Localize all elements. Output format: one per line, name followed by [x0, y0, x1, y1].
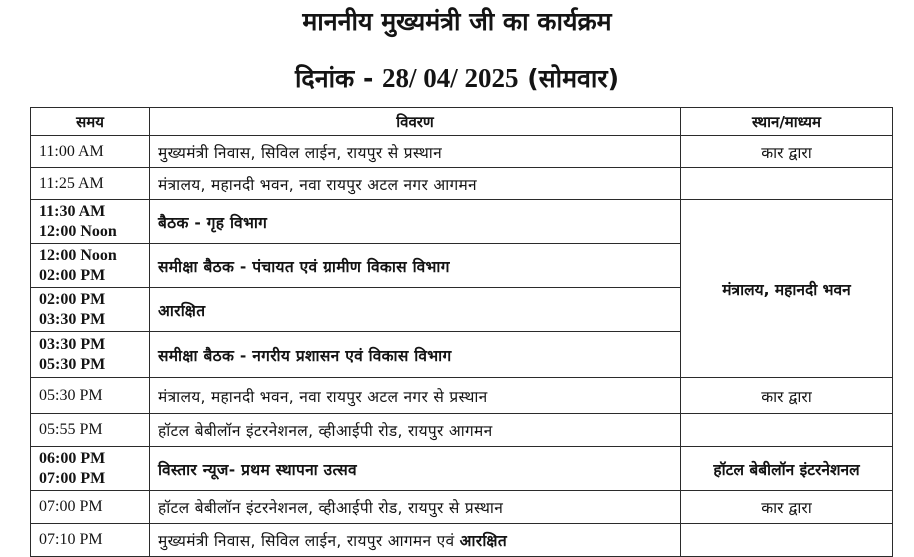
end-time: 07:00 PM [39, 469, 106, 487]
table-row [31, 200, 893, 244]
time-cell [31, 288, 150, 332]
description-reserved: आरक्षित [459, 532, 507, 550]
place-cell [681, 524, 893, 557]
description-text: मुख्यमंत्री निवास, सिविल लाईन, रायपुर आगमन एवं [158, 532, 455, 550]
time-cell: 11:25 AM [31, 168, 150, 200]
description-cell: मंत्रालय, महानदी भवन, नवा रायपुर अटल नगर आगमन [150, 168, 681, 200]
time-cell [31, 447, 150, 491]
column-header-place: स्थान/माध्यम [681, 108, 893, 136]
table-row [31, 414, 893, 447]
table-row [31, 524, 893, 557]
time-cell: 07:00 PM [31, 491, 150, 524]
end-time: 05:30 PM [39, 355, 106, 373]
place-cell: कार द्वारा [681, 136, 893, 168]
start-time: 03:30 PM [39, 335, 106, 353]
end-time: 02:00 PM [39, 266, 106, 284]
time-cell: 07:10 PM [31, 524, 150, 557]
table-row [31, 447, 893, 491]
place-cell [681, 168, 893, 200]
day-name: (सोमवार) [527, 64, 620, 93]
end-time: 03:30 PM [39, 310, 106, 328]
end-time: 12:00 Noon [39, 222, 117, 240]
time-cell: 05:30 PM [31, 378, 150, 414]
description-cell [150, 524, 681, 557]
column-header-time: समय [31, 108, 150, 136]
place-cell [681, 414, 893, 447]
schedule-table [30, 107, 893, 557]
start-time: 02:00 PM [39, 290, 106, 308]
start-time: 06:00 PM [39, 449, 106, 467]
date-value: 28/ 04/ 2025 [382, 63, 519, 93]
start-time: 11:30 AM [39, 202, 106, 220]
time-cell [31, 244, 150, 288]
description-cell: समीक्षा बैठक - नगरीय प्रशासन एवं विकास विभाग [150, 332, 681, 378]
time-cell: 11:00 AM [31, 136, 150, 168]
table-row [31, 378, 893, 414]
description-cell: मंत्रालय, महानदी भवन, नवा रायपुर अटल नगर से प्रस्थान [150, 378, 681, 414]
description-cell: मुख्यमंत्री निवास, सिविल लाईन, रायपुर से प्रस्थान [150, 136, 681, 168]
table-row [31, 136, 893, 168]
table-row [31, 491, 893, 524]
description-cell: हॉटल बेबीलॉन इंटरनेशनल, व्हीआईपी रोड, रायपुर से प्रस्थान [150, 491, 681, 524]
column-header-details: विवरण [150, 108, 681, 136]
description-cell: विस्तार न्यूज- प्रथम स्थापना उत्सव [150, 447, 681, 491]
start-time: 12:00 Noon [39, 246, 117, 264]
time-cell [31, 200, 150, 244]
place-cell: कार द्वारा [681, 491, 893, 524]
time-cell [31, 332, 150, 378]
date-label: दिनांक - [294, 64, 374, 93]
date-line [0, 60, 914, 97]
table-row [31, 168, 893, 200]
place-cell: कार द्वारा [681, 378, 893, 414]
description-cell: बैठक - गृह विभाग [150, 200, 681, 244]
table-header-row [31, 108, 893, 136]
description-cell: हॉटल बेबीलॉन इंटरनेशनल, व्हीआईपी रोड, रायपुर आगमन [150, 414, 681, 447]
document-title: माननीय मुख्यमंत्री जी का कार्यक्रम [302, 7, 612, 36]
merged-place-cell: मंत्रालय, महानदी भवन [681, 200, 893, 378]
time-cell: 05:55 PM [31, 414, 150, 447]
place-cell: हॉटल बेबीलॉन इंटरनेशनल [681, 447, 893, 491]
description-cell: समीक्षा बैठक - पंचायत एवं ग्रामीण विकास विभाग [150, 244, 681, 288]
description-cell: आरक्षित [150, 288, 681, 332]
